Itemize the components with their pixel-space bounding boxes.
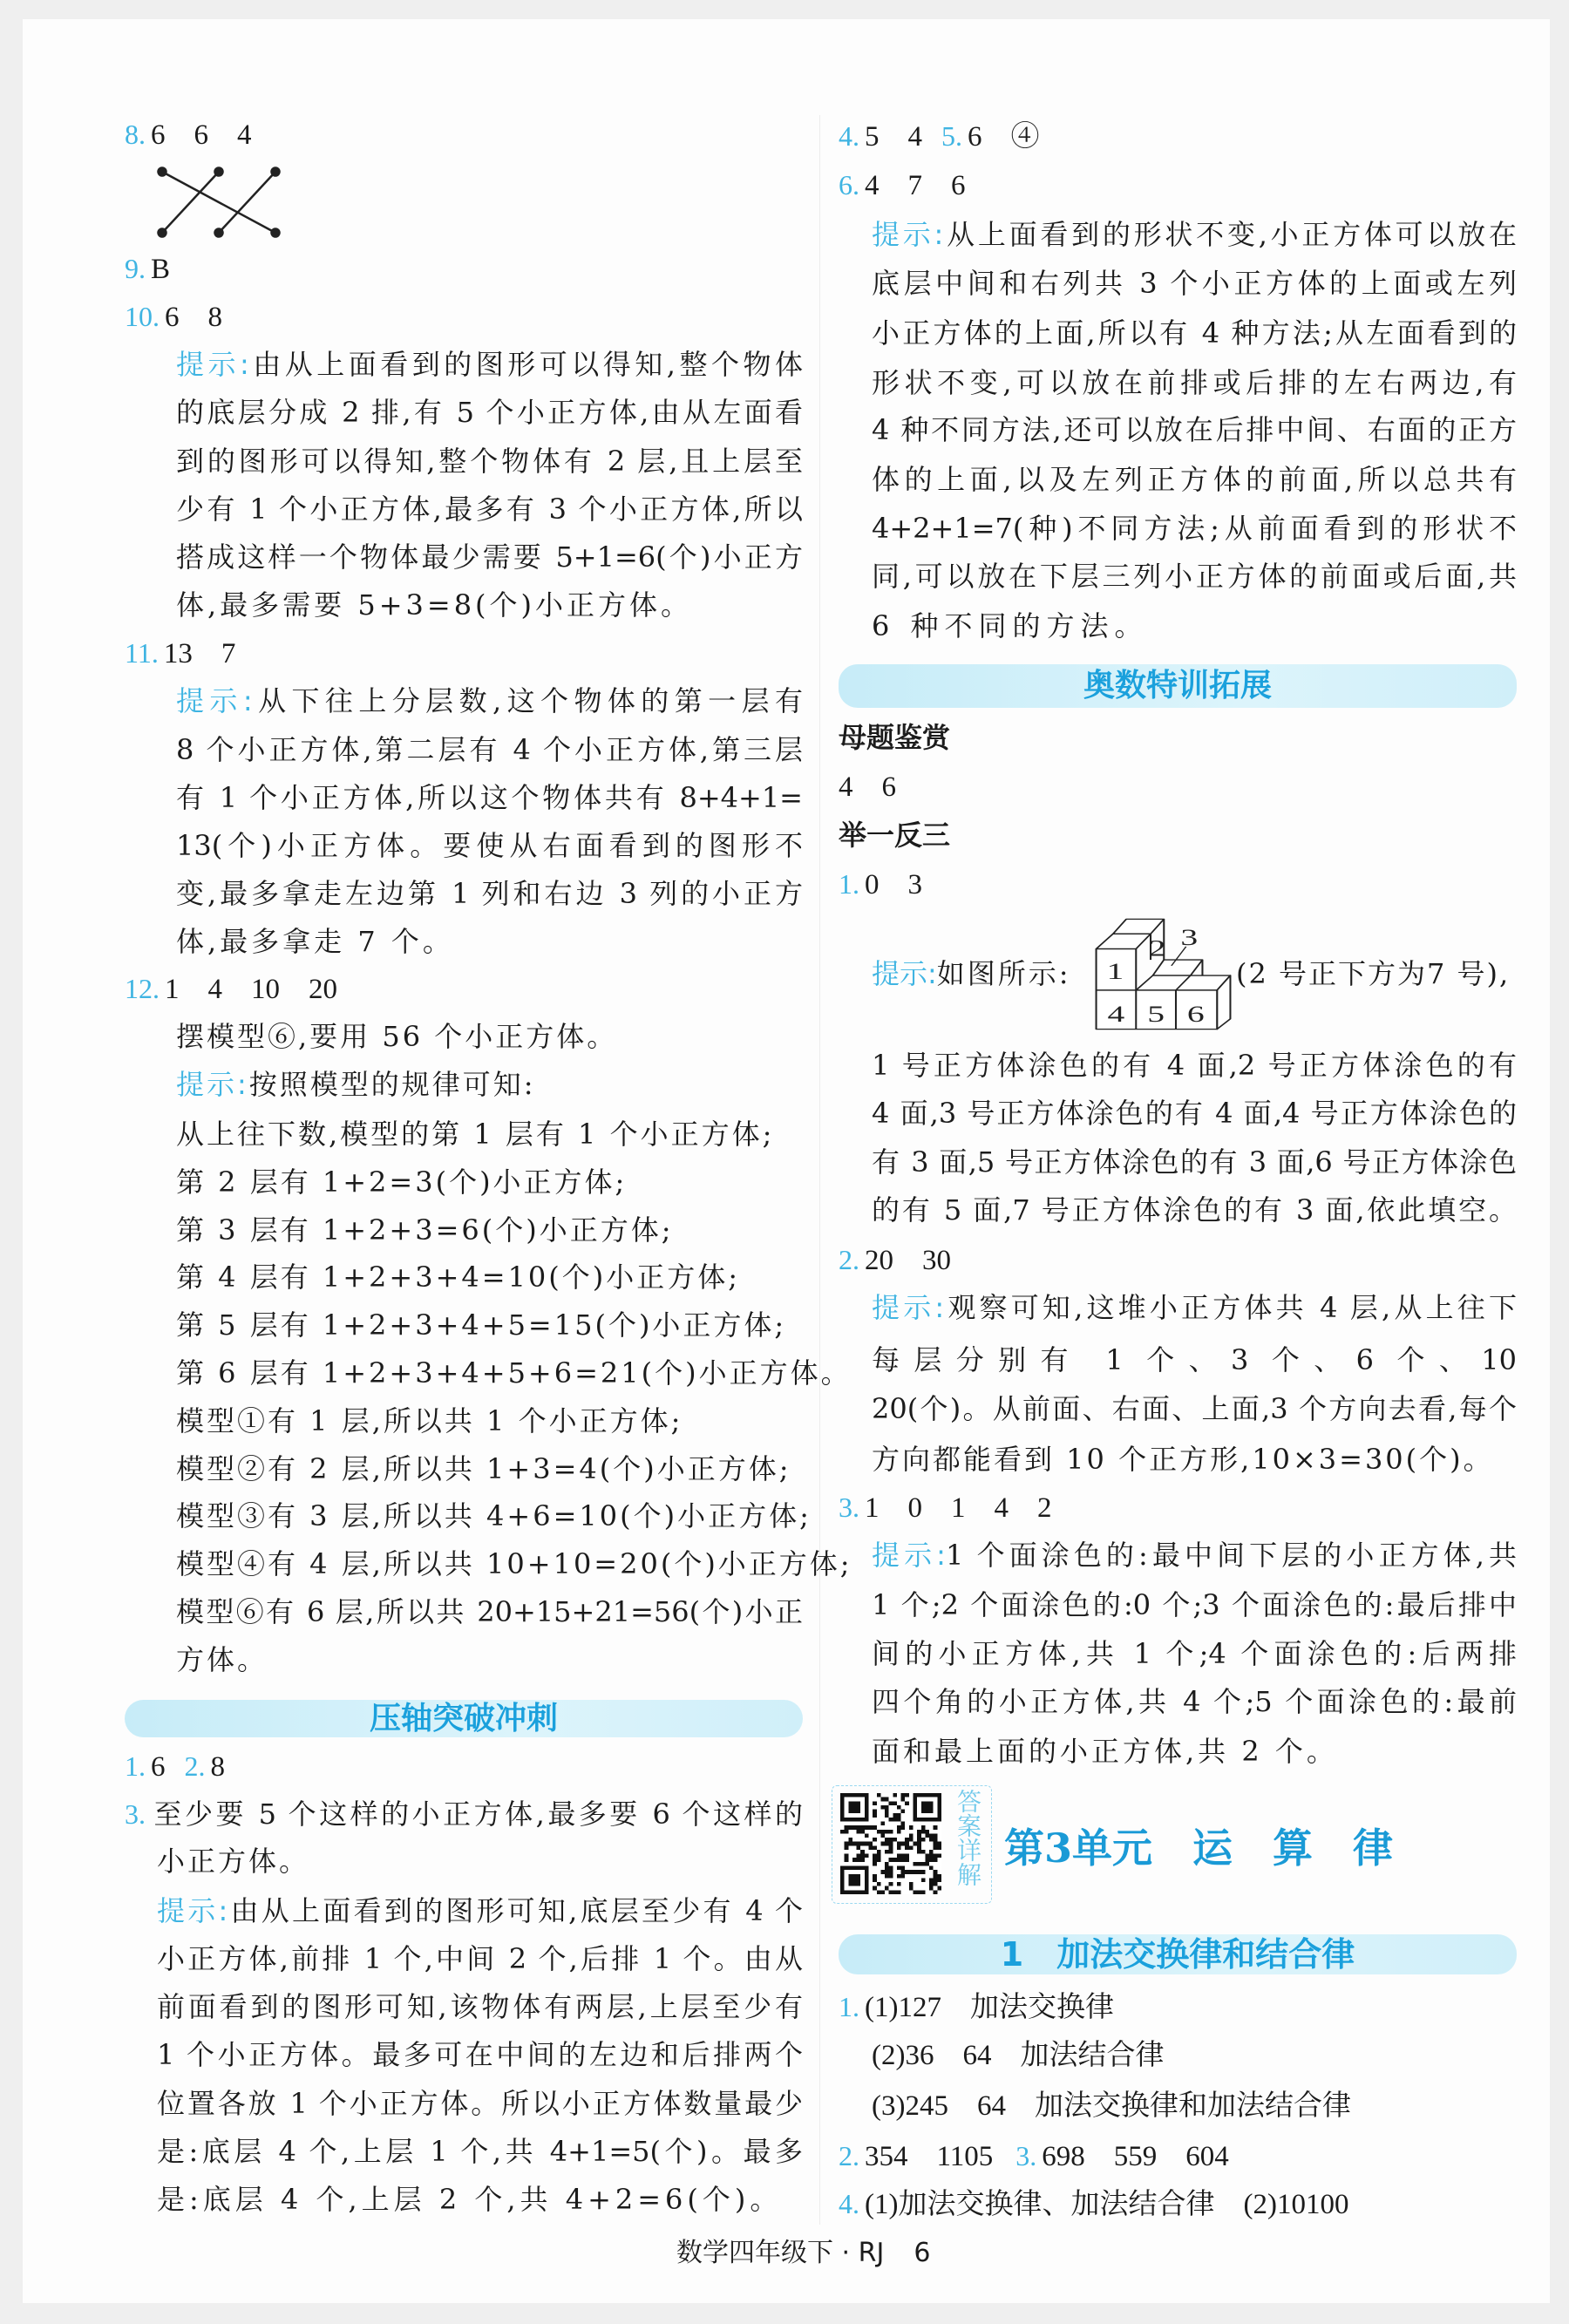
question-number: 4. (839, 2188, 859, 2219)
answer-text: 20 30 (865, 1245, 951, 1276)
question-number: 3. (1015, 2140, 1037, 2171)
hint-line (872, 1283, 1517, 1332)
question-number: 8. (125, 119, 146, 150)
answer-6 (839, 160, 966, 209)
hint-line: 体的上面,以及左列正方体的前面,所以总共有 (872, 463, 1517, 496)
answer-text: B (151, 254, 171, 285)
hint-line: 是:底层 4 个,上层 1 个,共 4+1=5(个)。最多 (157, 2135, 803, 2168)
mother-answer: 4 6 (839, 771, 896, 803)
hint-line: 有 3 面,5 号正方体涂色的有 3 面,6 号正方体涂色 (872, 1145, 1517, 1179)
answer-8 (125, 110, 252, 159)
hint-line: 模型③有 3 层,所以共 4+6=10(个)小正方体; (176, 1499, 812, 1532)
hint-text: (2 号正下方为7 号), (1236, 957, 1511, 990)
cube-label: 1 (1106, 959, 1124, 985)
book-title: 数学四年级下 · RJ (676, 2238, 885, 2268)
hint-line: 位置各放 1 个小正方体。所以小正方体数量最少 (157, 2087, 803, 2120)
section-banner-challenge: 压轴突破冲刺 (125, 1700, 803, 1737)
answer-text: (1)加法交换律、加法结合律 (2)10100 (865, 2189, 1349, 2220)
cube-label: 4 (1107, 1002, 1125, 1028)
question-number: 4. (839, 120, 859, 152)
cube-label: 5 (1147, 1002, 1165, 1028)
hint-line: 8 个小正方体,第二层有 4 个小正方体,第三层 (176, 733, 803, 766)
hint-line: 模型①有 1 层,所以共 1 个小正方体; (176, 1404, 683, 1437)
hint-line: 形状不变,可以放在前排或后排的左右两边,有 (872, 366, 1517, 399)
hint-line: 1 个小正方体。最多可在中间的左边和后排两个 (157, 2038, 803, 2071)
hint-line: 模型②有 2 层,所以共 1+3=4(个)小正方体; (176, 1452, 791, 1485)
hint-line: 第 4 层有 1+2+3+4=10(个)小正方体; (176, 1261, 741, 1294)
hint-line: 有 1 个小正方体,所以这个物体共有 8+4+1= (176, 781, 803, 814)
hint-line (157, 1886, 803, 1935)
unit-answer-2-3 (839, 2131, 1229, 2180)
hint-line: 每层分别有 1 个、3 个、6 个、10 (872, 1343, 1517, 1376)
unit-answer-4 (839, 2179, 1348, 2228)
answer-line: 小正方体。 (157, 1845, 310, 1878)
hint-label: 提示: (872, 218, 944, 251)
hint-line (176, 1060, 536, 1109)
hint-text: 观察可知,这堆小正方体共 4 层,从上往下 (944, 1291, 1517, 1324)
question-number: 2. (184, 1750, 206, 1782)
hint-line: 4+2+1=7(种)不同方法;从前面看到的形状不 (872, 512, 1517, 545)
hint-line (872, 210, 1517, 259)
hint-line (872, 1531, 1517, 1580)
hint-line: 的有 5 面,7 号正方体涂色的有 3 面,依此填空。 (872, 1193, 1517, 1227)
column-divider (819, 115, 820, 2225)
hint-line: 方体。 (176, 1643, 268, 1676)
hint-text: 从上面看到的形状不变,小正方体可以放在 (943, 218, 1517, 251)
answer-12 (125, 964, 337, 1013)
hint-line: 第 2 层有 1+2=3(个)小正方体; (176, 1165, 628, 1199)
answer-text: 4 7 6 (865, 170, 966, 201)
hint-line: 四个角的小正方体,共 4 个;5 个面涂色的:最前 (872, 1685, 1517, 1718)
hint-text: 1 个面涂色的:最中间下层的小正方体,共 (945, 1539, 1517, 1572)
answer-text: 6 6 4 (151, 119, 252, 151)
hint-line: 20(个)。从前面、右面、上面,3 个方向去看,每个 (872, 1392, 1517, 1425)
hint-line (176, 340, 803, 389)
hint-line: 少有 1 个小正方体,最多有 3 个小正方体,所以 (176, 493, 803, 526)
answer-1-2 (125, 1742, 225, 1791)
hint-text: 从下往上分层数,这个物体的第一层有 (252, 684, 803, 717)
qr-caption: 答案详解 (954, 1789, 982, 1886)
hint-label: 提示: (157, 1894, 228, 1927)
question-number: 12. (125, 973, 160, 1004)
hint-line: 面和最上面的小正方体,共 2 个。 (872, 1735, 1338, 1768)
answer-text: 6 ④ (968, 121, 1040, 153)
hint-line: 4 种不同方法,还可以放在后排中间、右面的正方 (872, 413, 1517, 446)
hint-line: 的底层分成 2 排,有 5 个小正方体,由从左面看 (176, 396, 803, 429)
hint-line: 模型④有 4 层,所以共 10+10=20(个)小正方体; (176, 1547, 852, 1580)
hint-line: 变,最多拿走左边第 1 列和右边 3 列的小正方 (176, 877, 803, 910)
hint-label: 提示: (176, 348, 249, 381)
answer-text: 6 8 (165, 302, 222, 333)
cube-label: 6 (1186, 1002, 1205, 1028)
page-footer (676, 2229, 930, 2278)
subsection-title-mother: 母题鉴赏 (839, 721, 951, 754)
question-number: 6. (839, 169, 859, 200)
hint-line: 底层中间和右列共 3 个小正方体的上面或左列 (872, 267, 1517, 300)
hint-line: 第 5 层有 1+2+3+4+5=15(个)小正方体; (176, 1308, 787, 1342)
hint-label: 提示: (176, 684, 253, 717)
answer-9 (125, 244, 170, 293)
question-number: 11. (125, 637, 159, 669)
answer-text: 354 1105 (865, 2141, 994, 2172)
hint-text: 由从上面看到的图形可以得知,整个物体 (248, 348, 803, 381)
page-number: 6 (914, 2238, 931, 2268)
unit-title: 第3单元 运 算 律 (1004, 1825, 1394, 1872)
cube-label: 3 (1180, 925, 1199, 951)
question-number: 10. (125, 301, 160, 332)
answer-text: 至少要 5 个这样的小正方体,最多要 6 个这样的 (151, 1797, 803, 1831)
hint-text: 如图所示: (936, 957, 1071, 990)
hint-label: 提示: (176, 1068, 249, 1101)
hint-line: 搭成这样一个物体最少需要 5+1=6(个)小正方 (176, 540, 803, 574)
section-banner-addition-laws: 1 加法交换律和结合律 (839, 1934, 1517, 1974)
hint-line: 第 6 层有 1+2+3+4+5+6=21(个)小正方体。 (176, 1356, 852, 1390)
answer-text: 6 (151, 1751, 166, 1783)
hint-line: 前面看到的图形可知,该物体有两层,上层至少有 (157, 1990, 803, 2023)
question-number: 1. (839, 868, 859, 900)
answer-page (23, 19, 1550, 2303)
question-number: 3. (125, 1798, 146, 1830)
hint-label: 提示: (872, 957, 937, 990)
hint-line (872, 949, 1071, 998)
question-number: 9. (125, 253, 146, 284)
hint-line: 4 面,3 号正方体涂色的有 4 面,4 号正方体涂色的 (872, 1097, 1517, 1130)
hint-line: 模型⑥有 6 层,所以共 20+15+21=56(个)小正 (176, 1595, 803, 1628)
answer-text: 1 4 10 20 (165, 974, 337, 1005)
unit-answer-1 (839, 1982, 1114, 2031)
matching-lines-diagram (153, 163, 284, 241)
hint-text: 按照模型的规律可知: (248, 1068, 536, 1101)
answer-text: 0 3 (865, 869, 922, 900)
answer-text: 5 4 (865, 121, 922, 153)
answer-3 (125, 1790, 803, 1838)
section-banner-olympiad: 奥数特训拓展 (839, 664, 1517, 708)
qr-code[interactable] (840, 1793, 941, 1894)
answer-11 (125, 629, 235, 677)
hint-line: 小正方体,前排 1 个,中间 2 个,后排 1 个。由从 (157, 1942, 803, 1975)
question-number: 3. (839, 1492, 859, 1523)
answer-line: (2)36 64 加法结合律 (872, 2040, 1165, 2071)
hint-line: 小正方体的上面,所以有 4 种方法;从左面看到的 (872, 316, 1517, 350)
hint-line: 从上往下数,模型的第 1 层有 1 个小正方体; (176, 1118, 775, 1151)
answer-text: 698 559 604 (1042, 2141, 1229, 2172)
hint-line: 1 个;2 个面涂色的:0 个;3 个面涂色的:最后排中 (872, 1588, 1517, 1621)
cube-label: 2 (1148, 935, 1166, 962)
hint-label: 提示: (872, 1539, 946, 1572)
hint-line: 体,最多需要 5+3=8(个)小正方体。 (176, 588, 693, 622)
answer-text: 13 7 (163, 638, 236, 669)
hint-line: 6 种不同的方法。 (872, 609, 1149, 642)
hint-line: 同,可以放在下层三列小正方体的前面或后面,共 (872, 560, 1517, 593)
question-number: 1. (125, 1750, 146, 1782)
hint-line: 13(个)小正方体。要使从右面看到的图形不 (176, 829, 803, 862)
hint-line: 第 3 层有 1+2+3=6(个)小正方体; (176, 1213, 674, 1247)
extend-answer-2 (839, 1235, 951, 1284)
answer-line: (3)245 64 加法交换律和加法结合律 (872, 2090, 1351, 2122)
hint-line (176, 676, 803, 725)
extend-answer-1 (839, 860, 922, 908)
hint-line: 1 号正方体涂色的有 4 面,2 号正方体涂色的有 (872, 1049, 1517, 1082)
answer-10 (125, 292, 222, 341)
hint-label: 提示: (872, 1291, 945, 1324)
hint-line: 到的图形可以得知,整个物体有 2 层,且上层至 (176, 445, 803, 478)
extend-answer-3 (839, 1483, 1052, 1532)
answer-text: 8 (210, 1751, 225, 1783)
answer-text: 1 0 1 4 2 (865, 1492, 1052, 1524)
question-number: 5. (941, 120, 962, 152)
answer-4-5 (839, 112, 1040, 160)
hint-line: 体,最多拿走 7 个。 (176, 925, 454, 958)
question-number: 2. (839, 2140, 859, 2171)
hint-line: 是:底层 4 个,上层 2 个,共 4+2=6(个)。 (157, 2183, 783, 2216)
question-number: 2. (839, 1244, 859, 1275)
cube-stack-figure (1093, 917, 1233, 1032)
answer-line: 摆模型⑥,要用 56 个小正方体。 (176, 1020, 618, 1053)
subsection-title-extend: 举一反三 (839, 819, 951, 852)
hint-line: 方向都能看到 10 个正方形,10×3=30(个)。 (872, 1443, 1494, 1476)
answer-text: (1)127 加法交换律 (865, 1992, 1114, 2023)
hint-text: 由从上面看到的图形可知,底层至少有 4 个 (228, 1894, 803, 1927)
question-number: 1. (839, 1991, 859, 2022)
hint-line: 间的小正方体,共 1 个;4 个面涂色的:后两排 (872, 1637, 1517, 1670)
